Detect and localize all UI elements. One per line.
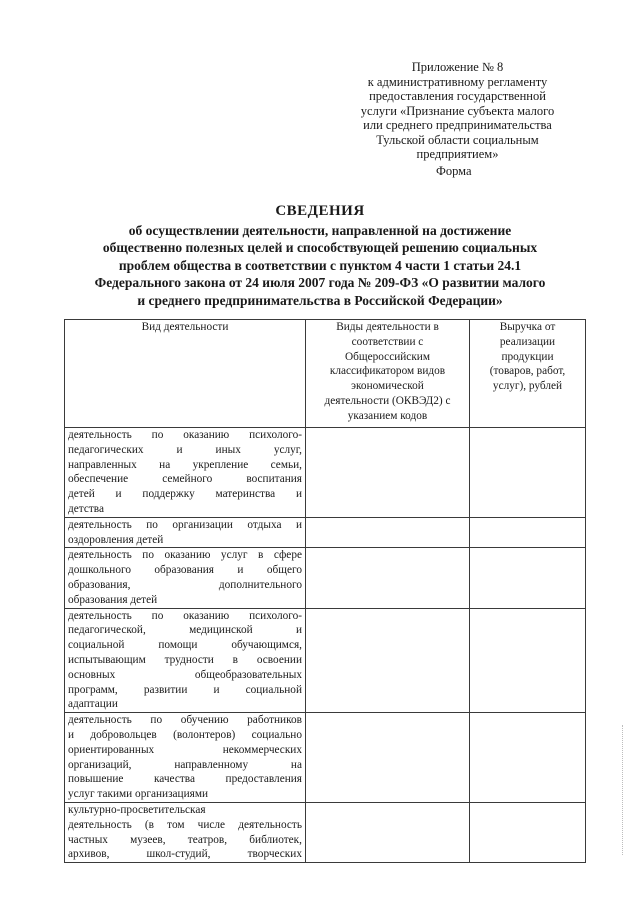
scan-edge-mark <box>622 725 629 855</box>
activity-line: услуг такими организациями <box>68 788 209 801</box>
title-line: проблем общества в соответствии с пунктом 4 части 1 статьи 24.1 <box>118 257 522 273</box>
revenue-cell[interactable] <box>470 428 586 518</box>
appendix-line: услуги «Признание субъекта малого <box>360 103 555 118</box>
activity-line: направленных на укрепление семьи, <box>68 458 302 471</box>
okved-cell[interactable] <box>306 802 470 862</box>
document-title <box>80 203 560 309</box>
activity-line: и добровольцев (волонтеров) социально <box>68 728 302 741</box>
table-row <box>65 428 586 518</box>
activity-line: детства <box>68 502 104 515</box>
activity-line: детей и поддержку материнства и <box>68 488 302 501</box>
activity-line: деятельность по оказанию психолого- <box>68 429 302 441</box>
activity-cell <box>65 517 306 548</box>
header-text: (товаров, работ, <box>489 365 566 378</box>
appendix-line: Тульской области социальным <box>376 132 539 147</box>
activity-line: образования детей <box>68 593 158 606</box>
appendix-line: предоставления государственной <box>369 89 546 103</box>
header-text: продукции <box>501 350 554 363</box>
activity-line: дошкольного образования и общего <box>68 564 302 577</box>
activity-cell <box>65 428 306 518</box>
activity-cell <box>65 548 306 608</box>
table-body <box>65 428 586 863</box>
activity-table <box>64 319 586 863</box>
appendix-header <box>330 60 585 162</box>
activity-line: деятельность по организации отдыха и <box>68 518 302 531</box>
activity-line: повышение качества предоставления <box>68 773 302 786</box>
title-line: Федерального закона от 24 июля 2007 года № 209-ФЗ «О развитии малого <box>94 275 546 290</box>
activity-cell <box>65 608 306 713</box>
activity-line: культурно-просветительская <box>68 803 206 816</box>
header-text: Виды деятельности в <box>336 321 439 333</box>
table-row <box>65 802 586 862</box>
activity-line: деятельность по оказанию психолого- <box>68 609 302 622</box>
okved-cell[interactable] <box>306 608 470 713</box>
header-text: классификатором видов <box>329 365 446 378</box>
appendix-line: Приложение № 8 <box>411 60 504 74</box>
activity-line: оздоровления детей <box>68 533 164 546</box>
header-revenue <box>470 320 586 428</box>
activity-line: педагогической, медицинской и <box>68 624 302 637</box>
appendix-line: к административному регламенту <box>367 74 548 89</box>
revenue-cell[interactable] <box>470 802 586 862</box>
header-text: Вид деятельности <box>141 321 229 333</box>
table-row <box>65 548 586 608</box>
header-okved <box>306 320 470 428</box>
okved-cell[interactable] <box>306 428 470 518</box>
activity-line: организаций, направленному на <box>68 758 302 771</box>
activity-line: частных музеев, театров, библиотек, <box>68 833 302 846</box>
header-text: услуг), рублей <box>492 380 563 393</box>
activity-line: социальной помощи обучающимся, <box>68 639 302 652</box>
activity-line: испытывающим трудности в освоении <box>68 653 302 666</box>
activity-line: деятельность по оказанию услуг в сфере <box>68 549 302 562</box>
activity-cell <box>65 713 306 803</box>
header-text: реализации <box>499 335 556 348</box>
header-text: экономической <box>351 380 424 393</box>
activity-line: архивов, школ-студий, творческих <box>68 848 302 861</box>
revenue-cell[interactable] <box>470 517 586 548</box>
title-line: общественно полезных целей и способствующей решению социальных <box>102 240 538 255</box>
table-row <box>65 608 586 713</box>
title-line: об осуществлении деятельности, направленной на достижение <box>128 222 512 238</box>
revenue-cell[interactable] <box>470 548 586 608</box>
form-label: Форма <box>436 164 472 178</box>
table-row <box>65 517 586 548</box>
table-header-row <box>65 320 586 428</box>
header-text: соответствии с <box>351 335 424 348</box>
activity-line: адаптации <box>68 698 118 711</box>
activity-line: деятельность (в том числе деятельность <box>68 818 302 831</box>
header-activity <box>65 320 306 428</box>
appendix-line: предприятием» <box>416 147 499 161</box>
activity-cell <box>65 802 306 862</box>
activity-line: педагогических и иных услуг, <box>68 443 302 456</box>
header-text: указанием кодов <box>347 409 428 422</box>
revenue-cell[interactable] <box>470 608 586 713</box>
table-row <box>65 713 586 803</box>
title-main: СВЕДЕНИЯ <box>275 203 365 219</box>
revenue-cell[interactable] <box>470 713 586 803</box>
okved-cell[interactable] <box>306 548 470 608</box>
title-line: и среднего предпринимательства в Российской Федерации» <box>137 292 503 308</box>
activity-line: программ, развитии и социальной <box>68 683 302 696</box>
header-text: Общероссийским <box>344 350 430 363</box>
appendix-line: или среднего предпринимательства <box>363 118 552 132</box>
activity-line: образования, дополнительного <box>68 578 302 591</box>
activity-line: обеспечение семейного воспитания <box>68 473 302 486</box>
activity-line: основных общеобразовательных <box>68 668 302 681</box>
header-text: Выручка от <box>499 321 556 333</box>
okved-cell[interactable] <box>306 517 470 548</box>
activity-line: деятельность по обучению работников <box>68 714 302 727</box>
header-text: деятельности (ОКВЭД2) с <box>324 394 451 407</box>
activity-line: ориентированных некоммерческих <box>68 743 302 756</box>
okved-cell[interactable] <box>306 713 470 803</box>
